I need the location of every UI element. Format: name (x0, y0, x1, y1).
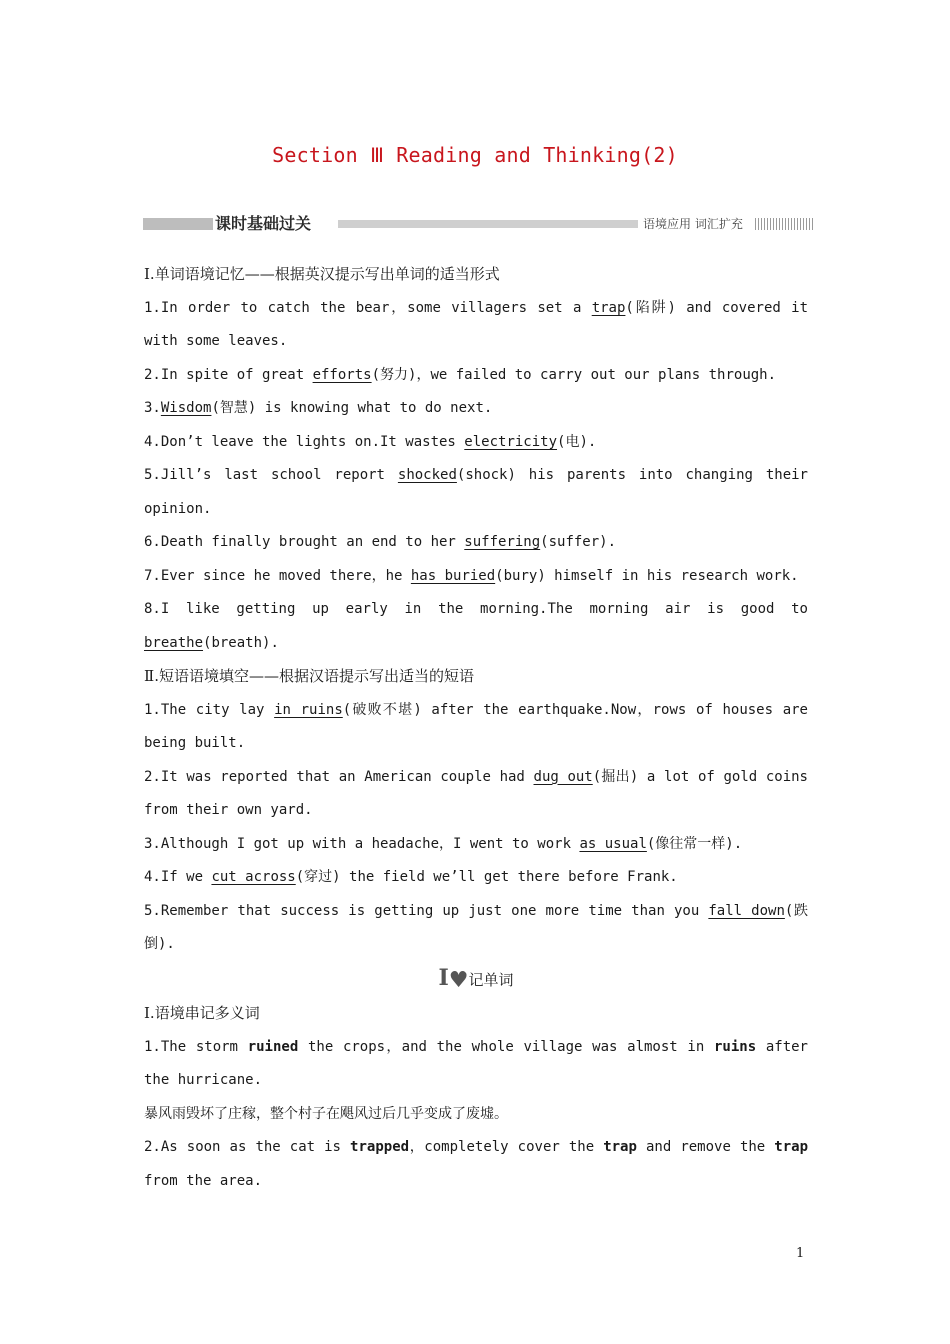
exercise-item: 7.Ever since he moved there，he has buried(bury) himself in his research work. (144, 567, 799, 584)
keyword: trapped (350, 1139, 410, 1155)
answer: Wisdom (160, 400, 212, 416)
example-sentence: 1.The storm ruined the crops，and the whole village was almost in ruins after the hurricane. (144, 1038, 808, 1088)
heart-icon: ♥ (448, 967, 469, 993)
part1-heading: Ⅰ.单词语境记忆——根据英汉提示写出单词的适当形式 (144, 265, 500, 283)
exercise-item: 5.Jill’s last school report shocked(shock) his parents into changing their opinion. (144, 467, 808, 517)
example-sentence: 2.As soon as the cat is trapped，completely cover the trap and remove the trap from the area. (144, 1139, 808, 1189)
page-number: 1 (796, 1246, 805, 1261)
answer: breathe (144, 634, 204, 651)
exercise-item: 1.In order to catch the bear，some villagers set a trap(陷阱) and covered it with some leaves. (144, 299, 808, 349)
section-banner (143, 213, 815, 235)
part2-heading: Ⅱ.短语语境填空——根据汉语提示写出适当的短语 (144, 667, 474, 685)
banner-right-label: 语境应用 词汇扩充 (643, 217, 743, 231)
exercise-item: 4.Don’t leave the lights on.It wastes electricity(电). (144, 433, 597, 450)
keyword: ruins (713, 1038, 757, 1055)
banner-hatch-decoration (755, 218, 815, 230)
answer: suffering (464, 534, 541, 550)
answer: has buried (410, 567, 496, 584)
banner-bar-middle (338, 220, 638, 228)
exercise-item: 6.Death finally brought an end to her suffering(suffer). (144, 534, 617, 550)
page-title: Section Ⅲ Reading and Thinking(2) (272, 143, 678, 167)
answer: in ruins (274, 701, 343, 718)
exercise-item: 8.I like getting up early in the morning.The morning air is good to breathe(breath). (144, 601, 808, 651)
answer: dug out (533, 768, 593, 785)
banner-label: 课时基础过关 (215, 214, 312, 233)
exercise-item: 4.If we cut across(穿过) the field we’ll get there before Frank. (144, 869, 678, 885)
exercise-content (144, 258, 808, 1198)
example-translation: 暴风雨毁坏了庄稼，整个村子在飓风过后几乎变成了废墟。 (144, 1105, 508, 1122)
answer: shocked (397, 467, 457, 483)
answer: trap (591, 299, 626, 316)
keyword: ruined (247, 1038, 299, 1055)
banner-bar-left (143, 218, 213, 230)
answer: cut across (211, 869, 296, 885)
exercise-item: 5.Remember that success is getting up just one more time than you fall down(跌倒). (144, 902, 808, 952)
memorize-words-header (144, 962, 808, 998)
part2-items (144, 694, 808, 962)
logo-letter-i: I (438, 964, 449, 991)
section2-heading: Ⅰ.语境串记多义词 (144, 1004, 260, 1022)
exercise-item: 3.Wisdom(智慧) is knowing what to do next. (144, 400, 493, 416)
exercise-item: 3.Although I got up with a headache，I went to work as usual(像往常一样). (144, 835, 743, 852)
answer: electricity (464, 433, 558, 450)
memorize-words-label: 记单词 (468, 970, 514, 989)
exercise-item: 2.It was reported that an American couple had dug out(掘出) a lot of gold coins from their own yard. (144, 768, 808, 818)
keyword: trap (774, 1139, 808, 1155)
answer: efforts (312, 366, 372, 383)
exercise-item: 1.The city lay in ruins(破败不堪) after the earthquake.Now，rows of houses are being built. (144, 701, 808, 751)
part1-items (144, 292, 808, 661)
answer: fall down (708, 902, 785, 919)
keyword: trap (603, 1139, 637, 1155)
answer: as usual (579, 835, 647, 852)
exercise-item: 2.In spite of great efforts(努力)，we failed to carry out our plans through. (144, 366, 777, 383)
